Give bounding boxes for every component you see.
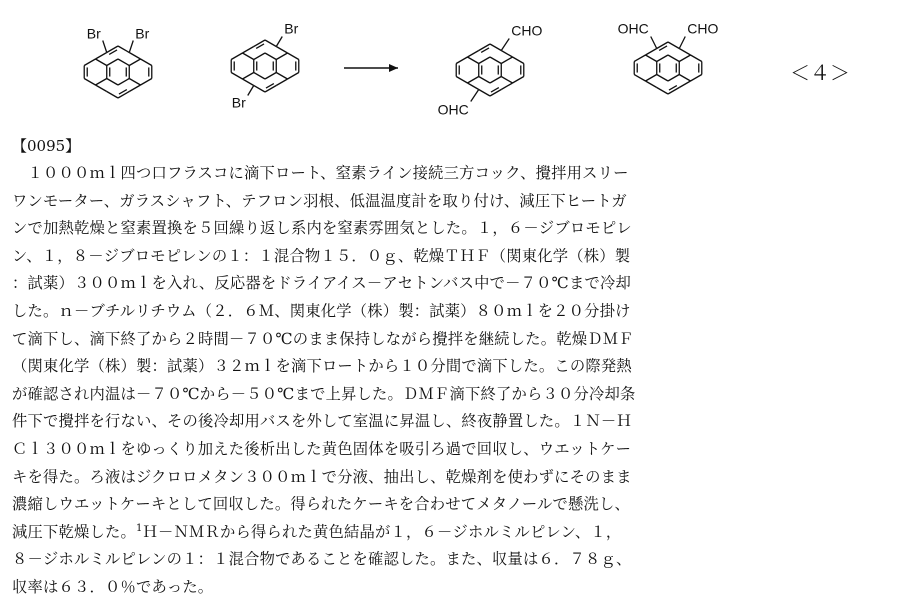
dibromopyrene-1-8-structure <box>84 26 152 99</box>
text-line: ン、１，８－ジブロモピレンの１：１混合物１５．０ｇ、乾燥ＴＨＦ（関東化学（株）製 <box>12 246 631 265</box>
bond-line <box>668 55 679 62</box>
bond-line <box>265 40 276 47</box>
bond-line <box>118 59 129 66</box>
bond-line <box>679 75 690 82</box>
substituent-bond <box>651 37 657 49</box>
bond-line <box>467 83 478 90</box>
text-line: １０００ｍｌ四つ口フラスコに滴下ロート、窒素ライン接続三方コック、攪拌用スリー <box>12 164 629 182</box>
bond-line <box>254 73 265 80</box>
bond-line <box>668 88 679 95</box>
bond-line <box>634 75 645 82</box>
bromine-label: Br <box>231 94 246 111</box>
text-line: ンで加熱乾燥と窒素置換を５回繰り返し系内を窒素雰囲気とした。１，６－ジブロモピレ <box>12 219 632 238</box>
aldehyde-label: OHC <box>437 101 469 118</box>
bond-line <box>657 55 668 62</box>
text-line: した。ｎ－ブチルリチウム（２．６Ｍ、関東化学（株）製：試薬）８０ｍｌを２０分掛け <box>12 301 631 320</box>
bond-line <box>501 51 512 58</box>
bond-line <box>679 49 690 56</box>
bond-line <box>501 57 512 64</box>
bond-line <box>645 55 656 62</box>
aldehyde-label: CHO <box>687 20 719 37</box>
bond-line <box>467 77 478 84</box>
substituent-bond <box>248 86 254 96</box>
diformylpyrene-1-8-structure <box>618 21 719 95</box>
bond-line <box>645 49 656 56</box>
reaction-arrow <box>344 64 398 72</box>
bromine-label: Br <box>86 25 101 42</box>
bond-line <box>95 53 106 60</box>
diformylpyrene-1-6-structure <box>438 23 543 118</box>
aldehyde-label: CHO <box>511 22 543 39</box>
bond-line <box>254 86 265 93</box>
bond-line <box>118 79 129 86</box>
bond-line <box>479 57 490 64</box>
bond-line <box>95 79 106 86</box>
text-line-start: 減圧下乾燥した。 <box>12 522 136 541</box>
bond-line <box>657 42 668 49</box>
bond-line <box>129 59 140 66</box>
bond-line <box>129 85 140 92</box>
text-line-rest: Ｈ－ＮＭＲから得られた黄色結晶が１，６－ジホルミルピレン、１， <box>142 522 622 541</box>
substituent-bond <box>501 39 509 51</box>
formula-number: ＜４＞ <box>790 63 850 85</box>
bond-line <box>95 59 106 66</box>
bond-line <box>129 79 140 86</box>
bromine-label: Br <box>135 25 150 42</box>
bond-line <box>107 92 118 99</box>
bond-line <box>479 90 490 97</box>
substituent-bond <box>129 41 133 53</box>
bond-line <box>129 53 140 60</box>
reaction-scheme <box>0 0 900 118</box>
substituent-bond <box>276 37 282 47</box>
bond-line <box>231 53 242 60</box>
bond-line <box>645 81 656 88</box>
bond-line <box>645 75 656 82</box>
bond-line <box>657 88 668 95</box>
bond-line <box>265 86 276 93</box>
bond-line <box>501 83 512 90</box>
substituent-bond <box>471 90 479 102</box>
bond-line <box>107 59 118 66</box>
bond-line <box>513 77 524 84</box>
bond-line <box>242 53 253 60</box>
bond-line <box>265 73 276 80</box>
bond-line <box>456 77 467 84</box>
bond-line <box>107 79 118 86</box>
bond-line <box>479 77 490 84</box>
bond-line <box>254 53 265 60</box>
text-line: ８－ジホルミルピレンの１：１混合物であることを確認した。また、収量は６．７８ｇ、 <box>12 550 632 569</box>
bond-line <box>242 47 253 54</box>
bond-line <box>490 90 501 97</box>
text-line: ワンモーター、ガラスシャフト、テフロン羽根、低温温度計を取り付け、減圧下ヒートガ <box>12 191 627 210</box>
bond-line <box>657 75 668 82</box>
bond-line <box>634 55 645 62</box>
paragraph-id: 【0095】 <box>12 137 81 155</box>
bond-line <box>95 85 106 92</box>
bond-line <box>276 73 287 80</box>
bond-line <box>231 73 242 80</box>
bond-line <box>118 46 129 53</box>
text-line <box>12 519 892 547</box>
text-line: Ｃｌ３００ｍｌをゆっくり加えた後析出した黄色固体を吸引ろ過で回収し、ウエットケー <box>12 439 632 458</box>
text-line: 件下で攪拌を行ない、その後冷却用バスを外して室温に昇温し、終夜静置した。１Ｎ－Ｈ <box>12 412 632 431</box>
nmr-superscript: 1 <box>135 522 143 534</box>
bond-line <box>141 59 152 66</box>
bond-line <box>490 44 501 51</box>
bond-line <box>288 73 299 80</box>
bond-line <box>668 42 679 49</box>
dibromopyrene-1-6-structure <box>231 21 299 111</box>
bond-line <box>691 75 702 82</box>
bond-line <box>84 79 95 86</box>
aldehyde-label: OHC <box>617 20 649 37</box>
bond-line <box>679 55 690 62</box>
text-line: （関東化学（株）製：試薬）３２ｍｌを滴下ロートから１０分間で滴下した。この際発熱 <box>12 357 632 376</box>
substituent-bond <box>103 41 107 53</box>
bond-line <box>691 55 702 62</box>
bromine-label: Br <box>284 20 299 37</box>
bond-line <box>479 44 490 51</box>
text-line: て滴下し、滴下終了から２時間－７０℃のまま保持しながら攪拌を継続した。乾燥ＤＭＦ <box>12 329 634 348</box>
bond-line <box>467 51 478 58</box>
bond-line <box>242 73 253 80</box>
paragraph-body <box>12 160 892 602</box>
bond-line <box>513 57 524 64</box>
text-line: キを得た。ろ液はジクロロメタン３００ｍｌで分液、抽出し、乾燥剤を使わずにそのまま <box>12 467 632 486</box>
bond-line <box>107 46 118 53</box>
bond-line <box>668 75 679 82</box>
bond-line <box>118 92 129 99</box>
bond-line <box>288 53 299 60</box>
bond-line <box>467 57 478 64</box>
bond-line <box>254 40 265 47</box>
text-line: ：試薬）３００ｍｌを入れ、反応器をドライアイス－アセトンバス中で－７０℃まで冷却 <box>12 274 631 293</box>
bond-line <box>490 57 501 64</box>
bond-line <box>242 79 253 86</box>
bond-line <box>84 59 95 66</box>
bond-line <box>456 57 467 64</box>
bond-line <box>501 77 512 84</box>
bond-line <box>490 77 501 84</box>
text-line: が確認され内温は－７０℃から－５０℃まで上昇した。ＤＭＦ滴下終了から３０分冷却条 <box>12 384 636 403</box>
bond-line <box>141 79 152 86</box>
bond-line <box>276 53 287 60</box>
bond-line <box>265 53 276 60</box>
text-line: 収率は６３．０％であった。 <box>12 577 214 596</box>
bond-line <box>679 81 690 88</box>
bond-line <box>276 47 287 54</box>
text-line: 濃縮しウエットケーキとして回収した。得られたケーキを合わせてメタノールで懸洗し、 <box>12 495 631 514</box>
bond-line <box>276 79 287 86</box>
substituent-bond <box>679 37 685 49</box>
